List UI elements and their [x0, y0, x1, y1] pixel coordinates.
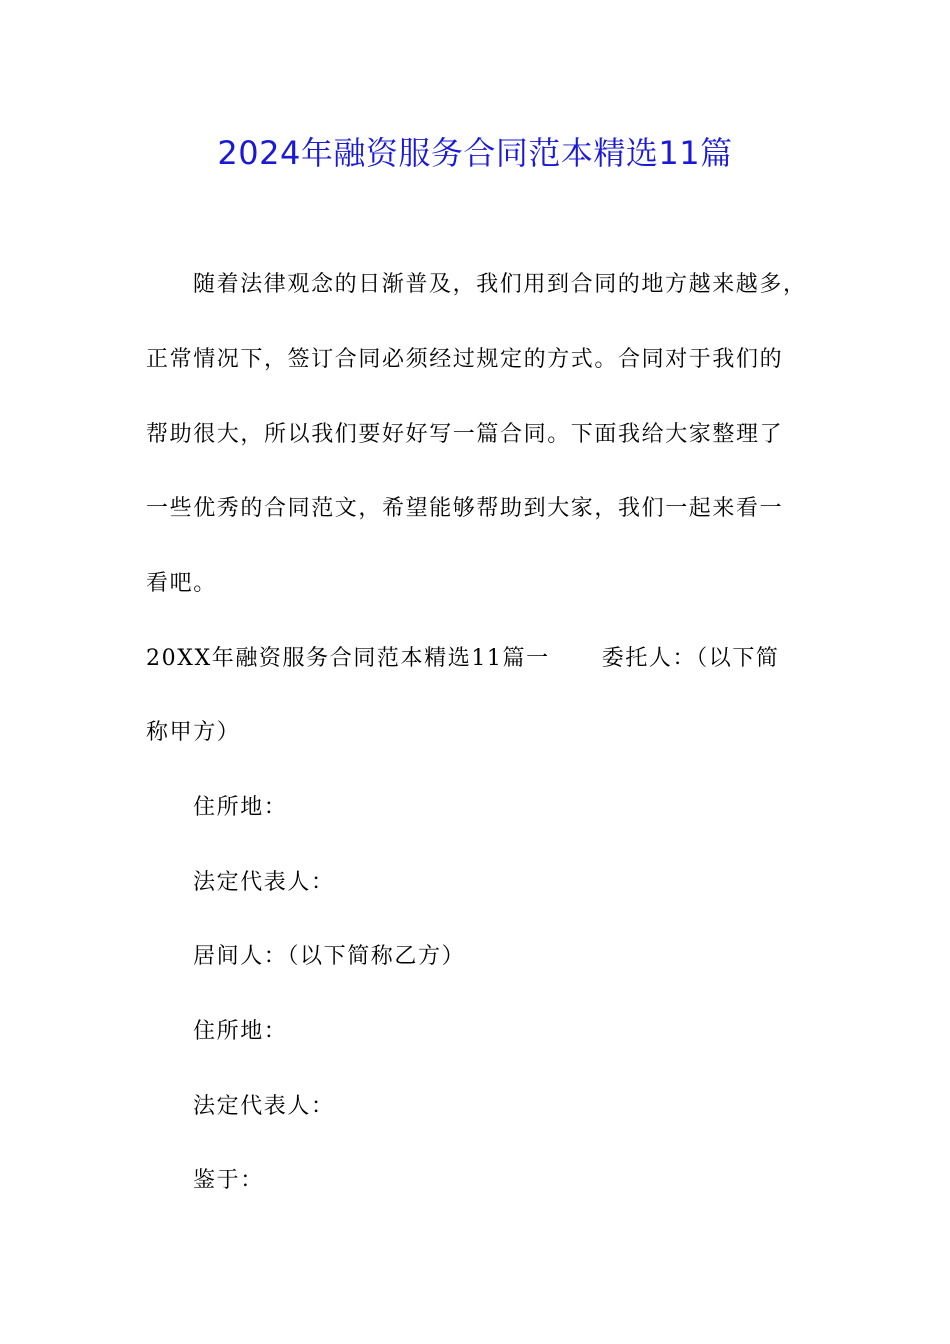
principal-label: 委托人：（以下简	[601, 646, 780, 671]
field-intermediary-address: 住所地：	[193, 1019, 288, 1044]
intro-line-2: 正常情况下，签订合同必须经过规定的方式。合同对于我们的	[146, 347, 784, 372]
intro-line-3: 帮助很大，所以我们要好好写一篇合同。下面我给大家整理了	[146, 422, 784, 447]
intro-line-5: 看吧。	[146, 571, 217, 596]
section-heading: 20XX年融资服务合同范本精选11篇一	[146, 646, 550, 671]
field-whereas: 鉴于：	[193, 1168, 264, 1193]
field-intermediary: 居间人：（以下简称乙方）	[193, 944, 466, 969]
field-intermediary-legal-rep: 法定代表人：	[193, 1094, 335, 1119]
document-title: 2024年融资服务合同范本精选11篇	[217, 134, 733, 172]
intro-line-1: 随着法律观念的日渐普及，我们用到合同的地方越来越多，	[193, 272, 807, 297]
field-principal-legal-rep: 法定代表人：	[193, 870, 335, 895]
intro-line-4: 一些优秀的合同范文，希望能够帮助到大家，我们一起来看一	[146, 496, 784, 521]
field-principal-address: 住所地：	[193, 795, 288, 820]
section-heading-row	[146, 644, 780, 674]
principal-label-continued: 称甲方）	[146, 720, 241, 745]
